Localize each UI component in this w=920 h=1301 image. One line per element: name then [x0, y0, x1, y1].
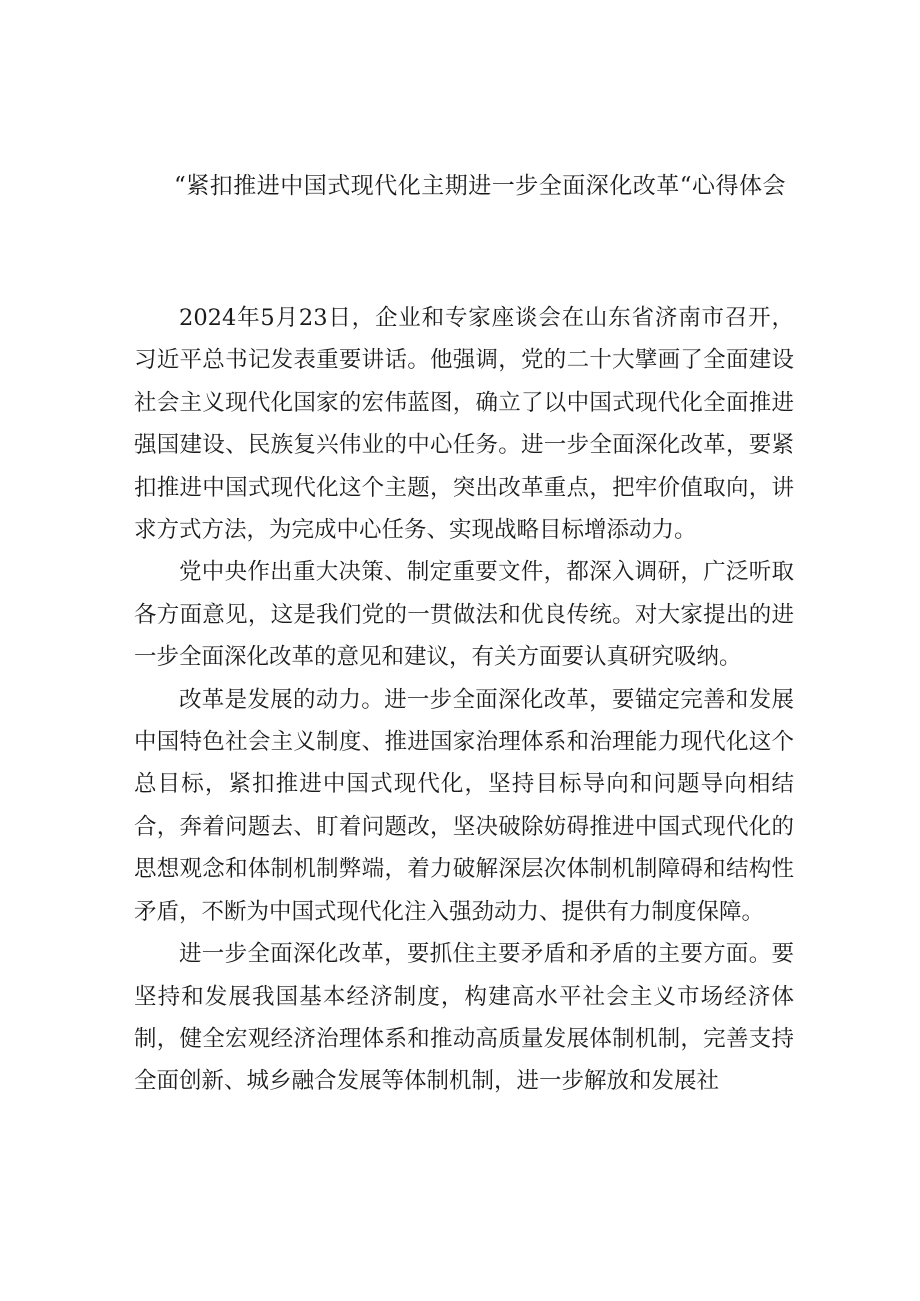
- paragraph-3: 改革是发展的动力。进一步全面深化改革，要锚定完善和发展中国特色社会主义制度、推进国家治理体系和治理能力现代化这个总目标，紧扣推进中国式现代化，坚持目标导向和问题导向相结合，奔着问题去、盯着问题改，坚决破除妨碍推进中国式现代化的思想观念和体制机制弊端，着力破解深层次体制机制障碍和结构性矛盾，不断为中国式现代化注入强劲动力、提供有力制度保障。: [134, 686, 794, 925]
- paragraph-2: 党中央作出重大决策、制定重要文件，都深入调研，广泛听取各方面意见，这是我们党的一贯做法和优良传统。对大家提出的进一步全面深化改革的意见和建议，有关方面要认真研究吸纳。: [134, 559, 794, 671]
- paragraph-4: 进一步全面深化改革，要抓住主要矛盾和矛盾的主要方面。要坚持和发展我国基本经济制度，构建高水平社会主义市场经济体制，健全宏观经济治理体系和推动高质量发展体制机制，完善支持全面创新、城乡融合发展等体制机制，进一步解放和发展社: [134, 941, 794, 1095]
- document-title: “紧扣推进中国式现代化主期进一步全面深化改革“心得体会: [173, 173, 787, 199]
- document-body: [134, 297, 794, 1103]
- paragraph-1: 2024年5月23日，企业和专家座谈会在山东省济南市召开，习近平总书记发表重要讲话。他强调，党的二十大擘画了全面建设社会主义现代化国家的宏伟蓝图，确立了以中国式现代化全面推进强国建设、民族复兴伟业的中心任务。进一步全面深化改革，要紧扣推进中国式现代化这个主题，突出改革重点，把牢价值取向，讲求方式方法，为完成中心任务、实现战略目标增添动力。: [134, 305, 794, 544]
